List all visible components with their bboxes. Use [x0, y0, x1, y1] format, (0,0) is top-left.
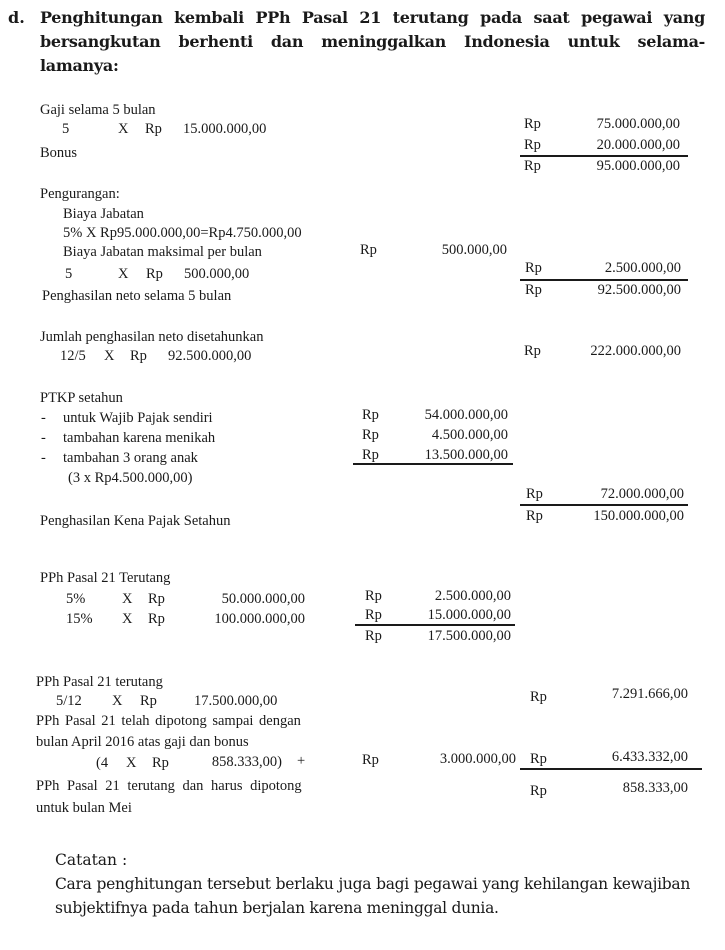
- tarif-rate: 15%: [66, 611, 93, 627]
- tarif-x: X: [122, 611, 133, 627]
- dipotong-label-1: PPh Pasal 21 telah dipotong sampai dengan: [36, 713, 301, 729]
- ptkp-total-rp: Rp: [526, 486, 543, 502]
- dipotong-label-2: bulan April 2016 atas gaji dan bonus: [36, 734, 249, 750]
- pengurangan-rp: Rp: [146, 266, 163, 282]
- tarif-total-rp: Rp: [365, 628, 382, 644]
- dipotong-open: (4: [96, 755, 109, 771]
- neto-rp: Rp: [525, 282, 542, 298]
- neto-setahun-label: Jumlah penghasilan neto disetahunkan: [40, 329, 264, 345]
- biaya-jabatan-calc: 5% X Rp95.000.000,00=Rp4.750.000,00: [63, 225, 302, 241]
- neto-setahun-total-rp: Rp: [524, 343, 541, 359]
- ptkp-item-dash: -: [41, 450, 46, 466]
- ptkp-item-label: tambahan 3 orang anak: [63, 450, 198, 466]
- gaji-mult: 5: [62, 121, 70, 137]
- gaji-total: 75.000.000,00: [596, 116, 680, 132]
- pengurangan-mult: 5: [65, 266, 73, 282]
- dipotong-x: X: [126, 755, 137, 771]
- ptkp-item-rp: Rp: [362, 407, 379, 423]
- ptkp-item-dash: -: [41, 410, 46, 426]
- gaji-label: Gaji selama 5 bulan: [40, 102, 156, 118]
- dipotong-result: 6.433.332,00: [611, 749, 688, 765]
- tarif-base: 100.000.000,00: [214, 611, 305, 627]
- tarif-x: X: [122, 591, 133, 607]
- ptkp-total: 72.000.000,00: [600, 486, 684, 502]
- pph-final-result: 7.291.666,00: [611, 686, 688, 702]
- tarif-total: 17.500.000,00: [427, 628, 511, 644]
- pengurangan-x: X: [118, 266, 129, 282]
- tarif-base: 50.000.000,00: [221, 591, 305, 607]
- catatan-label: Catatan :: [55, 851, 128, 869]
- dipotong-result-rp: Rp: [530, 751, 547, 767]
- dipotong-plus: +: [297, 753, 306, 769]
- gaji-x: X: [118, 121, 129, 137]
- bruto-amount: 95.000.000,00: [596, 158, 680, 174]
- gaji-amount: 15.000.000,00: [183, 121, 267, 137]
- divider: [520, 768, 702, 770]
- ptkp-item-label: tambahan karena menikah: [63, 430, 216, 446]
- biaya-jabatan-max-label: Biaya Jabatan maksimal per bulan: [63, 244, 262, 260]
- bonus-amount: 20.000.000,00: [596, 137, 680, 153]
- tarif-result-rp: Rp: [365, 588, 382, 604]
- dipotong-rp2: Rp: [362, 752, 379, 768]
- pph-tarif-label: PPh Pasal 21 Terutang: [40, 570, 171, 586]
- bruto-rp: Rp: [524, 158, 541, 174]
- divider: [355, 624, 515, 626]
- ptkp-item-amount: 4.500.000,00: [431, 427, 508, 443]
- tarif-result: 2.500.000,00: [434, 588, 511, 604]
- pph-final-x: X: [112, 693, 123, 709]
- pph-final-result-rp: Rp: [530, 689, 547, 705]
- neto-setahun-amount: 92.500.000,00: [168, 348, 252, 364]
- dipotong-amount2: 3.000.000,00: [439, 751, 516, 767]
- neto-setahun-mult: 12/5: [60, 348, 86, 364]
- ptkp-item-amount: 13.500.000,00: [424, 447, 508, 463]
- ptkp-item-rp: Rp: [362, 447, 379, 463]
- pph-final-mult: 5/12: [56, 693, 82, 709]
- pkp-amount: 150.000.000,00: [593, 508, 684, 524]
- ptkp-label: PTKP setahun: [40, 390, 123, 406]
- harus-label-2: untuk bulan Mei: [36, 800, 132, 816]
- ptkp-item-dash: -: [41, 430, 46, 446]
- neto-setahun-total: 222.000.000,00: [590, 343, 681, 359]
- tarif-rate: 5%: [66, 591, 86, 607]
- section-heading: Penghitungan kembali PPh Pasal 21 terutang pada saat pegawai yang bersangkutan berhenti dan meninggalkan Indonesia untuk selama-lamanya:: [40, 8, 705, 75]
- bonus-label: Bonus: [40, 145, 78, 161]
- pph-final-label: PPh Pasal 21 terutang: [36, 674, 163, 690]
- neto-setahun-rp: Rp: [130, 348, 147, 364]
- harus-rp: Rp: [530, 783, 547, 799]
- biaya-jabatan-label: Biaya Jabatan: [63, 206, 144, 222]
- harus-amount: 858.333,00: [622, 780, 688, 796]
- pengurangan-label: Pengurangan:: [40, 186, 120, 202]
- pph-final-rp: Rp: [140, 693, 157, 709]
- ptkp-item-label: untuk Wajib Pajak sendiri: [63, 410, 213, 426]
- pengurangan-total: 2.500.000,00: [604, 260, 681, 276]
- tarif-rp: Rp: [148, 611, 165, 627]
- neto-amount: 92.500.000,00: [597, 282, 681, 298]
- gaji-rp: Rp: [145, 121, 162, 137]
- biaya-jabatan-max-amount: 500.000,00: [441, 242, 507, 258]
- neto-label: Penghasilan neto selama 5 bulan: [42, 288, 232, 304]
- divider: [520, 504, 688, 506]
- biaya-jabatan-max-rp: Rp: [360, 242, 377, 258]
- tarif-rp: Rp: [148, 591, 165, 607]
- pkp-label: Penghasilan Kena Pajak Setahun: [40, 513, 231, 529]
- dipotong-amount: 858.333,00): [211, 754, 282, 770]
- tarif-result: 15.000.000,00: [427, 607, 511, 623]
- neto-setahun-x: X: [104, 348, 115, 364]
- pkp-rp: Rp: [526, 508, 543, 524]
- ptkp-item-rp: Rp: [362, 427, 379, 443]
- ptkp-item-amount: 54.000.000,00: [424, 407, 508, 423]
- catatan-text: Cara penghitungan tersebut berlaku juga bagi pegawai yang kehilangan kewajiban subjektifnya pada tahun berjalan karena meninggal dunia.: [55, 875, 690, 917]
- bonus-rp: Rp: [524, 137, 541, 153]
- divider: [353, 463, 513, 465]
- harus-label-1: PPh Pasal 21 terutang dan harus dipotong: [36, 778, 302, 794]
- pengurangan-amount: 500.000,00: [184, 266, 250, 282]
- pph-final-amount: 17.500.000,00: [194, 693, 278, 709]
- dipotong-rp: Rp: [152, 755, 169, 771]
- ptkp-note: (3 x Rp4.500.000,00): [68, 470, 193, 486]
- pengurangan-total-rp: Rp: [525, 260, 542, 276]
- tarif-result-rp: Rp: [365, 607, 382, 623]
- section-marker: d.: [8, 8, 25, 27]
- gaji-total-rp: Rp: [524, 116, 541, 132]
